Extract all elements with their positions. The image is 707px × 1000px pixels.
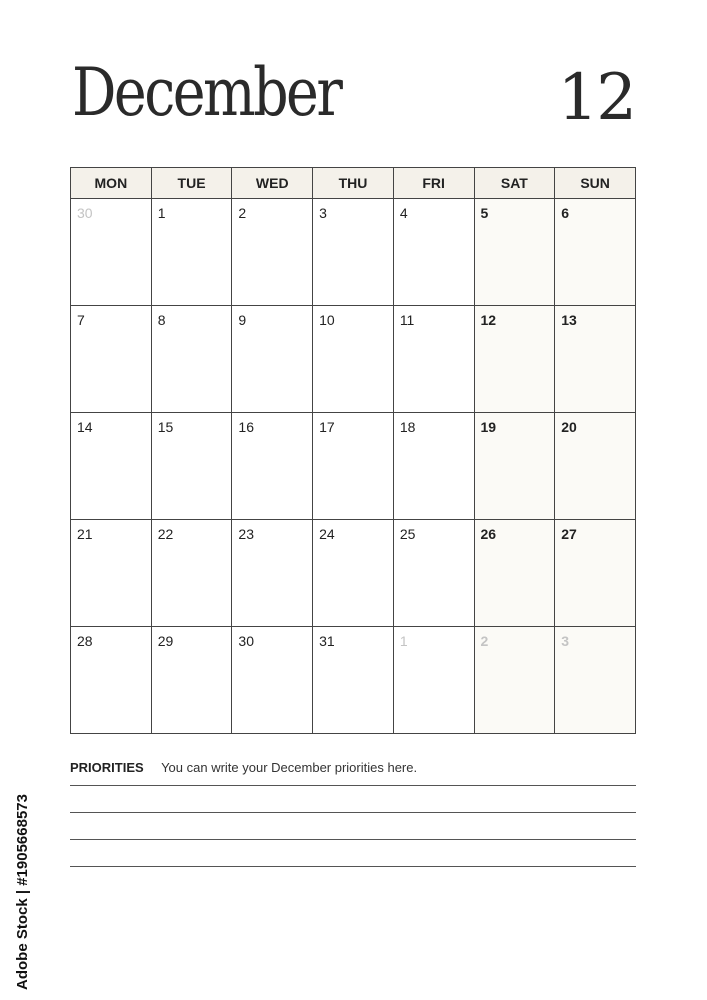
day-cell[interactable] (313, 627, 394, 734)
priorities-row (70, 760, 636, 775)
week-row (71, 199, 636, 306)
day-cell[interactable] (71, 199, 152, 306)
calendar-grid (70, 167, 636, 734)
day-cell[interactable] (232, 627, 313, 734)
day-number: 10 (319, 312, 335, 328)
day-cell[interactable] (393, 413, 474, 520)
day-cell[interactable] (555, 413, 636, 520)
day-number: 21 (77, 526, 93, 542)
day-cell[interactable] (474, 520, 555, 627)
day-number: 12 (480, 312, 497, 328)
day-cell[interactable] (232, 413, 313, 520)
day-number: 17 (319, 419, 335, 435)
weekday-header-row (71, 168, 636, 199)
weekday-fri: FRI (393, 168, 474, 199)
day-number: 18 (399, 419, 416, 435)
day-cell[interactable] (555, 199, 636, 306)
weekday-sat: SAT (474, 168, 555, 199)
day-cell[interactable] (393, 520, 474, 627)
month-number: 12 (557, 61, 635, 135)
day-number: 30 (238, 633, 254, 649)
day-number: 22 (157, 526, 174, 542)
priority-line[interactable] (70, 839, 636, 840)
week-row (71, 627, 636, 734)
day-number: 8 (157, 312, 166, 328)
day-number: 2 (238, 205, 247, 221)
day-cell[interactable] (71, 520, 152, 627)
day-number: 23 (238, 526, 254, 542)
day-number: 2 (480, 633, 489, 649)
day-cell[interactable] (474, 306, 555, 413)
day-number: 9 (238, 312, 247, 328)
week-row (71, 413, 636, 520)
day-number: 24 (319, 526, 335, 542)
day-cell[interactable] (151, 199, 232, 306)
day-cell[interactable] (474, 627, 555, 734)
weekday-wed: WED (232, 168, 313, 199)
day-number: 7 (77, 312, 85, 328)
day-cell[interactable] (474, 413, 555, 520)
day-number: 26 (480, 526, 497, 542)
day-number: 20 (561, 419, 577, 435)
day-number: 4 (399, 205, 408, 221)
day-cell[interactable] (393, 627, 474, 734)
day-cell[interactable] (313, 520, 394, 627)
day-cell[interactable] (232, 520, 313, 627)
day-cell[interactable] (151, 627, 232, 734)
weekday-tue: TUE (151, 168, 232, 199)
day-cell[interactable] (555, 306, 636, 413)
priorities-label: PRIORITIES (70, 760, 144, 775)
day-number: 5 (480, 205, 489, 221)
day-cell[interactable] (555, 627, 636, 734)
day-number: 25 (399, 526, 416, 542)
day-cell[interactable] (393, 199, 474, 306)
day-number: 6 (561, 205, 570, 221)
weekday-thu: THU (313, 168, 394, 199)
week-row (71, 306, 636, 413)
day-number: 1 (157, 205, 166, 221)
day-cell[interactable] (232, 199, 313, 306)
day-number: 1 (399, 633, 408, 649)
month-title: December (72, 54, 341, 131)
day-number: 31 (319, 633, 335, 649)
day-cell[interactable] (393, 306, 474, 413)
priorities-hint: You can write your December priorities here. (161, 760, 418, 775)
day-cell[interactable] (71, 306, 152, 413)
priority-line[interactable] (70, 866, 636, 867)
day-number: 19 (480, 419, 497, 435)
day-cell[interactable] (71, 413, 152, 520)
day-number: 29 (157, 633, 174, 649)
day-cell[interactable] (313, 306, 394, 413)
priority-line[interactable] (70, 812, 636, 813)
day-cell[interactable] (151, 306, 232, 413)
day-number: 11 (399, 312, 415, 328)
priority-line[interactable] (70, 785, 636, 786)
day-cell[interactable] (71, 627, 152, 734)
day-cell[interactable] (474, 199, 555, 306)
day-cell[interactable] (313, 199, 394, 306)
weekday-sun: SUN (555, 168, 636, 199)
day-cell[interactable] (151, 413, 232, 520)
weekday-mon: MON (71, 168, 152, 199)
day-number: 3 (561, 633, 570, 649)
day-cell[interactable] (232, 306, 313, 413)
week-row (71, 520, 636, 627)
day-number: 15 (157, 419, 174, 435)
day-number: 3 (319, 205, 327, 221)
day-number: 30 (77, 205, 93, 221)
day-cell[interactable] (151, 520, 232, 627)
day-number: 13 (561, 312, 577, 328)
day-number: 16 (238, 419, 254, 435)
day-number: 28 (77, 633, 93, 649)
day-cell[interactable] (313, 413, 394, 520)
stock-watermark-label: Adobe Stock | #1905668573 (14, 794, 31, 990)
day-cell[interactable] (555, 520, 636, 627)
day-number: 14 (77, 419, 93, 435)
day-number: 27 (561, 526, 577, 542)
